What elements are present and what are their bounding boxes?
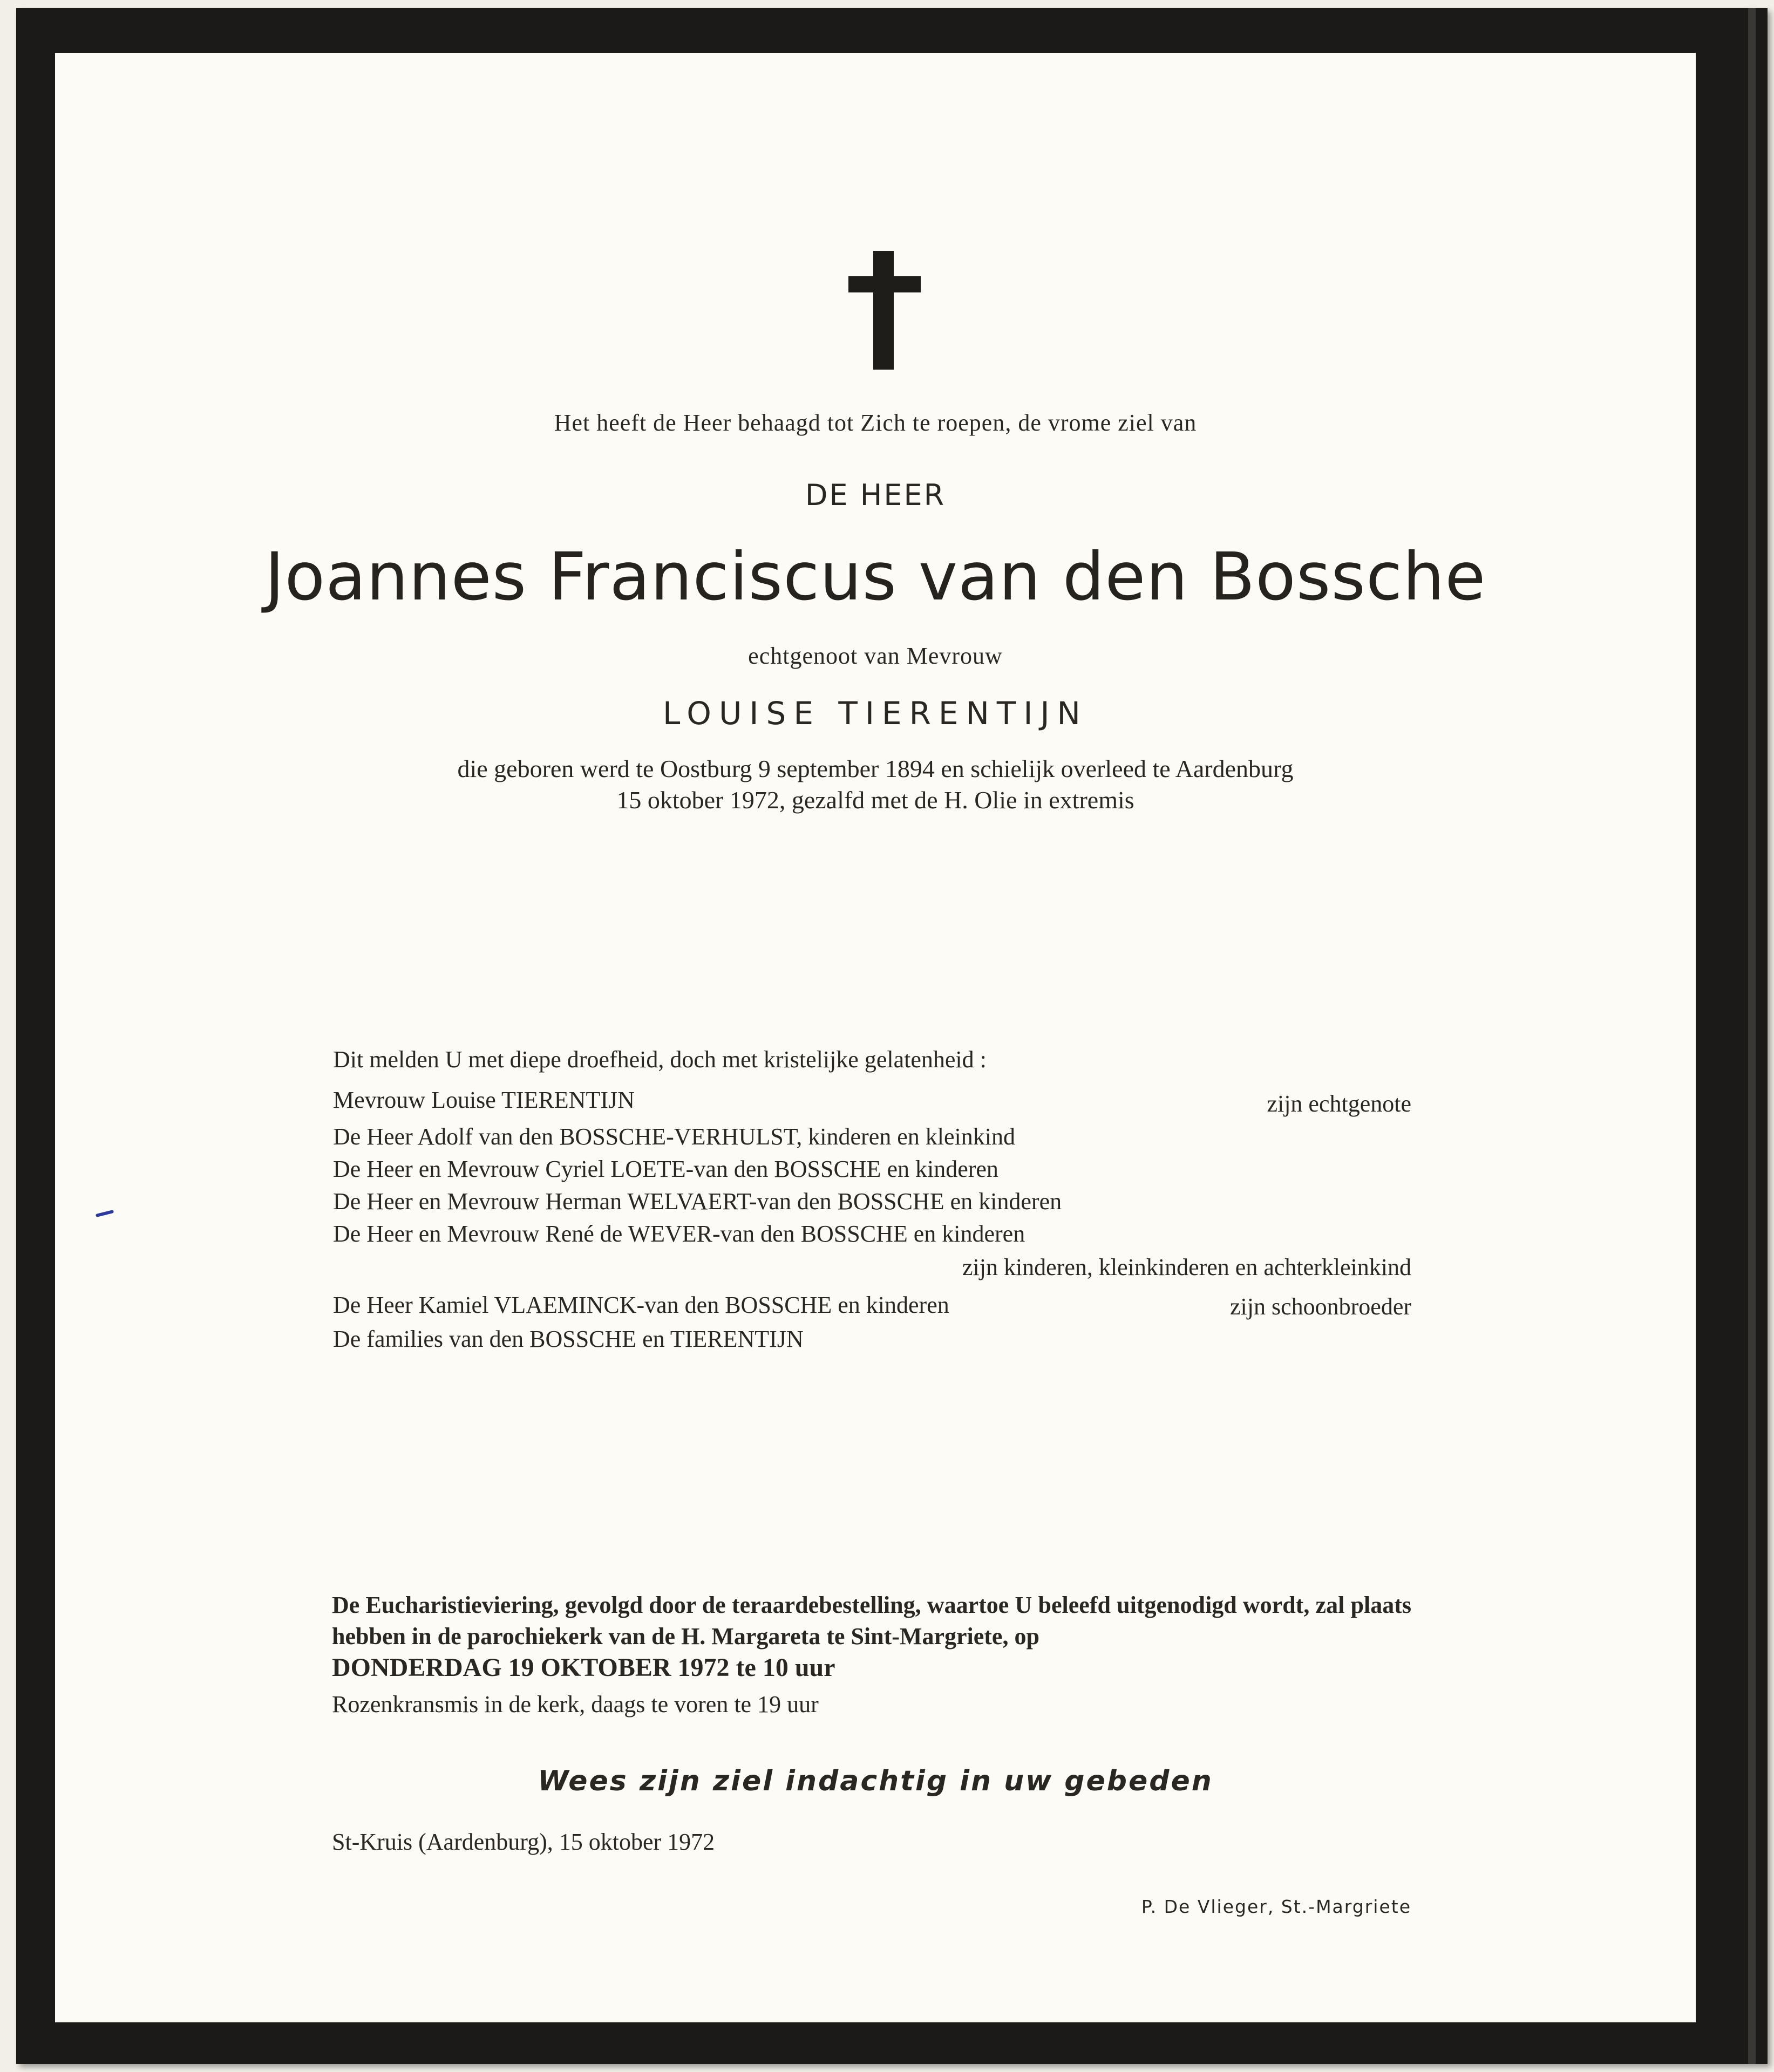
relation-spouse: zijn echtgenote [1267,1090,1411,1117]
card-fold-edge [1748,8,1756,2064]
relation-brother-in-law: zijn schoonbroeder [1230,1293,1411,1320]
family-line: Mevrouw Louise TIERENTIJN [333,1087,635,1113]
place-date: St-Kruis (Aardenburg), 15 oktober 1972 [332,1829,715,1855]
spouse-name: LOUISE TIERENTIJN [663,695,1088,732]
pen-mark [96,1210,114,1217]
intro-text: Het heeft de Heer behaagd tot Zich te roepen, de vrome ziel van [554,410,1197,436]
family-line: De Heer Kamiel VLAEMINCK-van den BOSSCHE en kinderen [333,1292,949,1318]
service-text: De Eucharistieviering, gevolgd door de teraardebestelling, waartoe U beleefd uitgenodigd wordt, zal plaats hebben in de parochiekerk van de H. Margareta te Sint-Margriete, op [332,1592,1411,1650]
service-announcement [332,1590,1411,1684]
family-line: De Heer en Mevrouw Cyriel LOETE-van den BOSSCHE en kinderen [333,1156,998,1182]
prayer-request: Wees zijn ziel indachtig in uw gebeden [538,1765,1213,1797]
family-line: De families van den BOSSCHE en TIERENTIJN [333,1326,804,1352]
deceased-title: DE HEER [805,478,946,512]
birth-death-line-1: die geboren werd te Oostburg 9 september 1894 en schielijk overleed te Aardenburg [457,755,1294,782]
card-paper [55,53,1696,2022]
mourning-card [16,8,1768,2064]
service-date: DONDERDAG 19 OKTOBER 1972 te 10 uur [332,1653,835,1682]
family-line: De Heer Adolf van den BOSSCHE-VERHULST, kinderen en kleinkind [333,1123,1015,1150]
birth-death-line-2: 15 oktober 1972, gezalfd met de H. Olie in extremis [616,786,1134,814]
spouse-intro: echtgenoot van Mevrouw [748,643,1003,669]
family-intro: Dit melden U met diepe droefheid, doch met kristelijke gelatenheid : [333,1046,987,1073]
family-line: De Heer en Mevrouw René de WEVER-van den BOSSCHE en kinderen [333,1221,1025,1247]
rosary-text: Rozenkransmis in de kerk, daags te voren te 19 uur [332,1691,819,1717]
cross-icon [848,251,921,370]
relation-children: zijn kinderen, kleinkinderen en achterkleinkind [962,1254,1411,1280]
family-line: De Heer en Mevrouw Herman WELVAERT-van den BOSSCHE en kinderen [333,1188,1062,1215]
printer-credit: P. De Vlieger, St.-Margriete [1141,1896,1411,1917]
deceased-name: Joannes Franciscus van den Bossche [264,539,1486,615]
